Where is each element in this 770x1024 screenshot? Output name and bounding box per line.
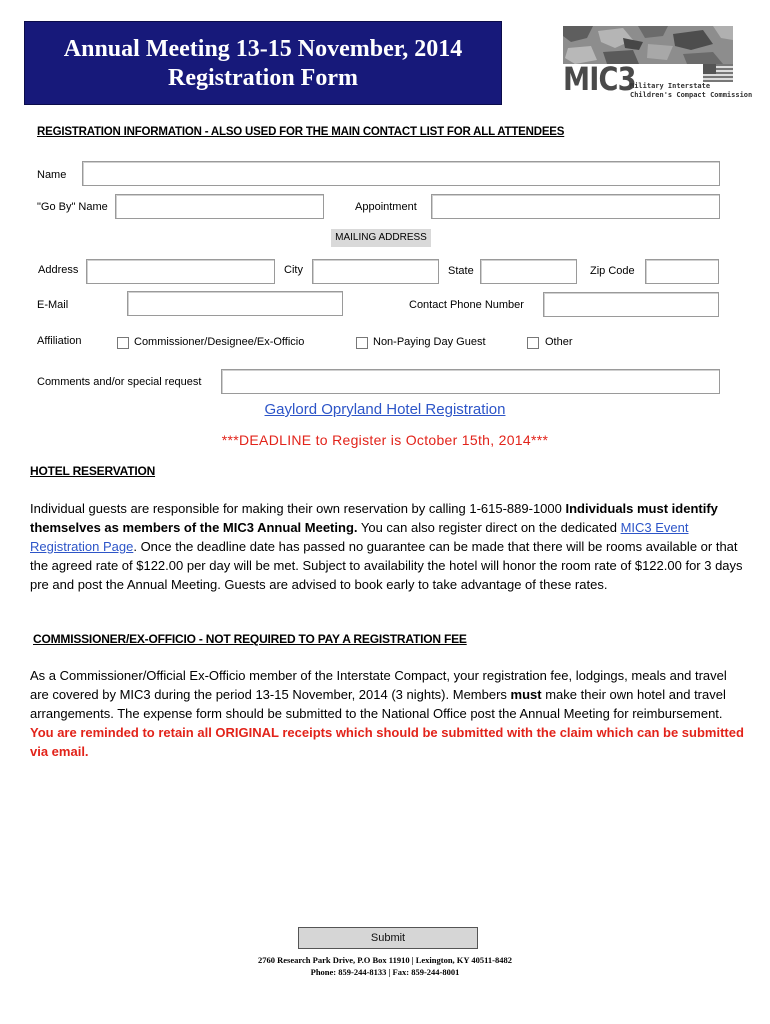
day-guest-option-label: Non-Paying Day Guest	[373, 336, 486, 348]
appointment-label: Appointment	[355, 201, 417, 213]
commissioner-text-1: As a Commissioner/Official Ex-Officio member of the Interstate Compact, your registration fee, lodgings, meals and travel are covered by MIC3 during the period 13-15 November, 2014 (3 nights). Members	[30, 668, 727, 702]
commissioner-option-label: Commissioner/Designee/Ex-Officio	[134, 336, 305, 348]
goby-name-label: "Go By" Name	[37, 201, 108, 213]
other-option-label: Other	[545, 336, 573, 348]
name-field[interactable]	[82, 161, 720, 186]
mic3-logo	[563, 26, 753, 102]
submit-button[interactable]: Submit	[298, 927, 478, 949]
mic3-event-registration-link[interactable]: MIC3 Event Registration Page	[30, 520, 689, 554]
hotel-text-bold: Individuals must identify themselves as members of the MIC3 Annual Meeting.	[30, 501, 718, 535]
appointment-field[interactable]	[431, 194, 720, 219]
city-label: City	[284, 264, 303, 276]
email-label: E-Mail	[37, 299, 69, 311]
form-title-line1: Annual Meeting 13-15 November, 2014	[63, 36, 463, 62]
commissioner-paragraph	[30, 666, 745, 761]
hotel-reservation-heading: HOTEL RESERVATION	[30, 464, 156, 478]
registration-heading: REGISTRATION INFORMATION - ALSO USED FOR THE MAIN CONTACT LIST FOR ALL ATTENDEES	[37, 126, 565, 138]
other-checkbox[interactable]	[527, 337, 539, 349]
city-field[interactable]	[312, 259, 439, 284]
logo-acronym: MIC3	[563, 60, 636, 98]
commissioner-text-bold: must	[510, 687, 542, 702]
state-label: State	[448, 265, 474, 277]
camouflage-banner-icon	[563, 26, 733, 64]
day-guest-checkbox[interactable]	[356, 337, 368, 349]
commissioner-heading: COMMISSIONER/EX-OFFICIO - NOT REQUIRED TO PAY A REGISTRATION FEE	[33, 632, 467, 646]
footer-address: 2760 Research Park Drive, P.O Box 11910 | Lexington, KY 40511-8482	[258, 955, 512, 965]
comments-label: Comments and/or special request	[37, 376, 202, 388]
contact-phone-field[interactable]	[543, 292, 719, 317]
goby-name-field[interactable]	[115, 194, 324, 219]
affiliation-label: Affiliation	[37, 335, 82, 347]
hotel-text-3: . Once the deadline date has passed no guarantee can be made that there will be rooms available or that the agreed rate of $122.00 per day will be met. Subject to availability the hotel will honor the room rate of $122.00 for 3 days pre and post the Annual Meeting. Guests are advised to book early to take advantage of these rates.	[30, 539, 743, 592]
form-title-line2: Registration Form	[168, 65, 358, 91]
state-field[interactable]	[480, 259, 577, 284]
deadline-notice: ***DEADLINE to Register is October 15th, 2014***	[221, 432, 549, 448]
address-label: Address	[38, 264, 79, 276]
zip-code-label: Zip Code	[590, 265, 635, 277]
commissioner-checkbox[interactable]	[117, 337, 129, 349]
mailing-address-label: MAILING ADDRESS	[331, 229, 431, 247]
footer-phone: Phone: 859-244-8133 | Fax: 859-244-8001	[310, 967, 460, 977]
comments-field[interactable]	[221, 369, 720, 394]
hotel-text-1: Individual guests are responsible for making their own reservation by calling 1-615-889-1000	[30, 501, 566, 516]
us-flag-icon	[703, 64, 733, 82]
name-label: Name	[37, 169, 67, 181]
contact-phone-label: Contact Phone Number	[409, 299, 524, 311]
address-field[interactable]	[86, 259, 275, 284]
logo-subtitle-1: Military Interstate	[630, 82, 711, 90]
form-title-banner	[24, 21, 502, 105]
gaylord-hotel-link[interactable]: Gaylord Opryland Hotel Registration	[264, 401, 506, 418]
logo-subtitle-2: Children's Compact Commission	[630, 91, 753, 99]
zip-code-field[interactable]	[645, 259, 719, 284]
commissioner-text-2: make their own hotel and travel arrangements. The expense form should be submitted to the National Office post the Annual Meeting for reimbursement.	[30, 687, 726, 721]
email-field[interactable]	[127, 291, 343, 316]
hotel-text-2: You can also register direct on the dedicated	[357, 520, 621, 535]
hotel-paragraph	[30, 499, 745, 594]
receipts-reminder: You are reminded to retain all ORIGINAL receipts which should be submitted with the claim which can be submitted via email.	[30, 725, 744, 759]
